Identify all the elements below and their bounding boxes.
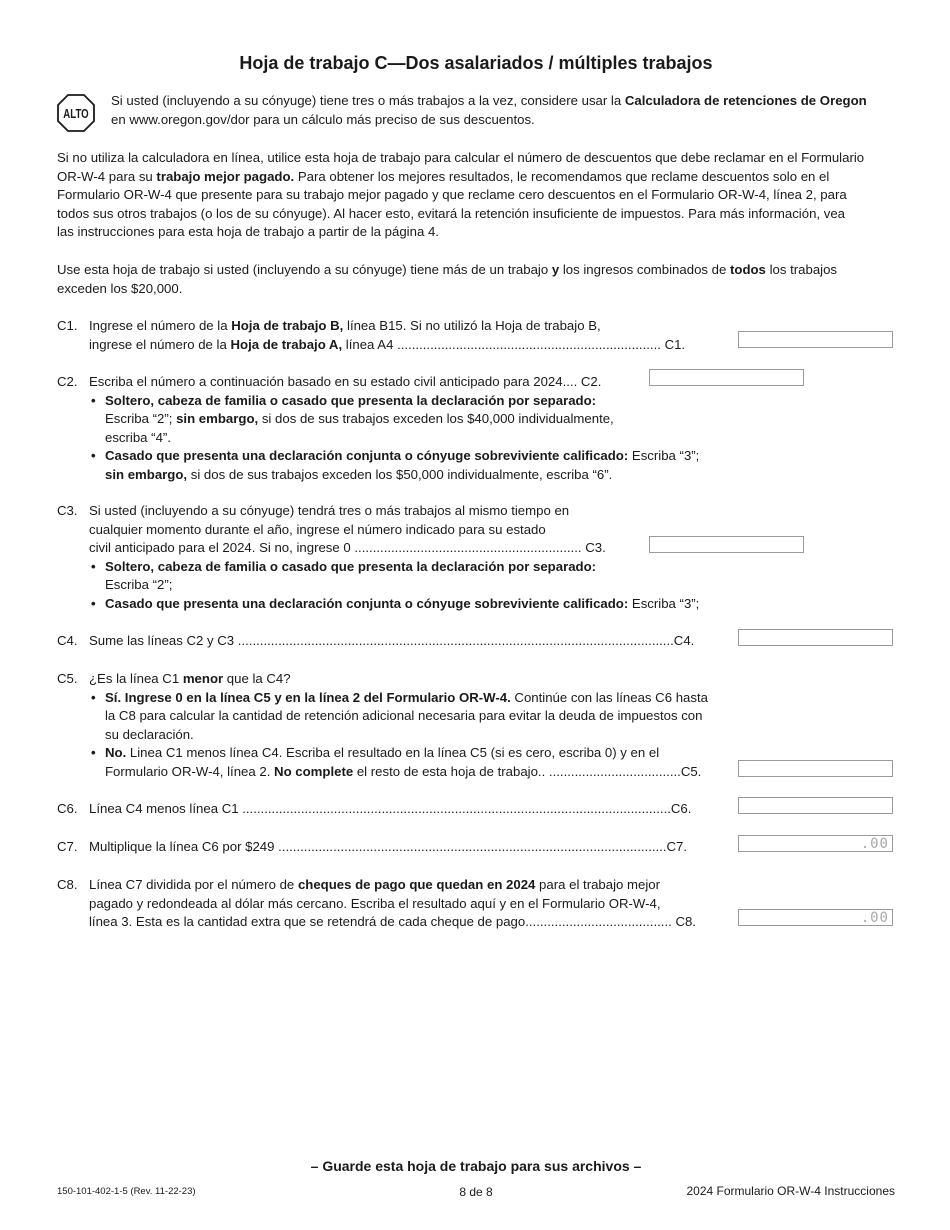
line-c5-option-no: • No. Linea C1 menos línea C4. Escriba el resultado en la línea C5 (si es cero, escriba 0) y en el Formulario OR-W-4, línea 2. No complete el resto de esta hoja de trabajo.. ....................................C5.: [89, 744, 708, 781]
stop-sign-icon: [57, 94, 95, 132]
stop-sign-label: ALTO: [63, 107, 89, 122]
line-c8-input[interactable]: [738, 909, 893, 926]
line-c5: [57, 670, 895, 782]
line-number: C1.: [57, 318, 78, 333]
line-c2-input[interactable]: [649, 369, 804, 386]
line-c3-text: Si usted (incluyendo a su cónyuge) tendrá tres o más trabajos al mismo tiempo en cualquier momento durante el año, ingrese el número indicado para su estado civil anticipado para el 2024. Si no, ingrese 0 .............................................................. C3. • Soltero, cabeza de familia o casado que presenta la declaración por separado: Escriba “2”; • Casado que presenta una declaración conjunta o cónyuge sobreviviente calificado: Escriba “3”;: [89, 502, 699, 614]
line-c7-text: Multiplique la línea C6 por $249 ..........................................................................................................C7.: [89, 839, 688, 854]
line-c4: [57, 632, 895, 652]
line-c1-text: Ingrese el número de la Hoja de trabajo B, línea B15. Si no utilizó la Hoja de trabajo B, ingrese el número de la Hoja de trabajo A, línea A4 ........................................................................ C1.: [89, 318, 686, 352]
page-title: Hoja de trabajo C—Dos asalariados / múltiples trabajos: [239, 53, 713, 73]
line-c3-option-single: • Soltero, cabeza de familia o casado que presenta la declaración por separado: Escriba “2”;: [89, 558, 699, 595]
line-c4-text: Sume las líneas C2 y C3 .......................................................................................................................C4.: [89, 633, 695, 648]
line-c8-text: Línea C7 dividida por el número de cheques de pago que quedan en 2024 para el trabajo mejor pagado y redondeada al dólar más cercano. Escriba el resultado aquí y en el Formulario OR-W-4, línea 3. Esta es la cantidad extra que se retendrá de cada cheque de pago........................................ C8.: [89, 877, 696, 930]
line-c5-input[interactable]: [738, 760, 893, 777]
line-number: C7.: [57, 839, 78, 854]
line-number: C6.: [57, 801, 78, 816]
line-number: C2.: [57, 374, 78, 389]
line-c6: [57, 800, 895, 820]
intro-paragraph: Si no utiliza la calculadora en línea, utilice esta hoja de trabajo para calcular el número de descuentos que debe reclamar en el Formulario OR-W-4 para su trabajo mejor pagado. Para obtener los mejores resultados, le recomendamos que reclame descuentos solo en el Formulario OR-W-4 que presente para su trabajo mejor pagado y que reclame cero descuentos en el Formulario OR-W-4, línea 2, para todos sus otros trabajos (o los de su cónyuge). Al hacer esto, evitará la retención insuficiente de impuestos. Para más información, vea las instrucciones para esta hoja de trabajo a partir de la página 4.: [57, 150, 865, 240]
stop-notice: [57, 92, 895, 134]
line-number: C4.: [57, 633, 78, 648]
line-c3-option-joint: • Casado que presenta una declaración conjunta o cónyuge sobreviviente calificado: Escriba “3”;: [89, 595, 699, 614]
line-c1-input[interactable]: [738, 331, 893, 348]
stop-notice-text: Si usted (incluyendo a su cónyuge) tiene tres o más trabajos a la vez, considere usar la Calculadora de retenciones de Oregon en www.oregon.gov/dor para un cálculo más preciso de sus descuentos.: [111, 93, 867, 127]
form-revision: 150-101-402-1-5 (Rev. 11-22-23): [57, 1186, 196, 1197]
line-number: C3.: [57, 503, 78, 518]
line-c7-input[interactable]: [738, 835, 893, 852]
line-c2-text: Escriba el número a continuación basado en su estado civil anticipado para 2024.... C2. • Soltero, cabeza de familia o casado que presenta la declaración por separado: Escriba “2”; sin embargo, si dos de sus trabajos exceden los $40,000 individualmente, escriba “4”. • Casado que presenta una declaración conjunta o cónyuge sobreviviente calificado: Escriba “3”; sin embargo, si dos de sus trabajos exceden los $50,000 individualmente, escriba “6”.: [89, 373, 699, 485]
line-c2-option-joint: • Casado que presenta una declaración conjunta o cónyuge sobreviviente calificado: Escriba “3”; sin embargo, si dos de sus trabajos exceden los $50,000 individualmente, escriba “6”.: [89, 447, 699, 484]
line-c6-input[interactable]: [738, 797, 893, 814]
line-c8: [57, 876, 895, 934]
line-c5-text: ¿Es la línea C1 menor que la C4? • Sí. Ingrese 0 en la línea C5 y en la línea 2 del Formulario OR-W-4. Continúe con las líneas C6 hasta la C8 para calcular la cantidad de retención adicional necesaria para evitar la deuda de impuestos con su declaración. • No. Linea C1 menos línea C4. Escriba el resultado en la línea C5 (si es cero, escriba 0) y en el Formulario OR-W-4, línea 2. No complete el resto de esta hoja de trabajo.. ....................................C5.: [89, 670, 708, 782]
line-c3: [57, 502, 895, 614]
line-c3-input[interactable]: [649, 536, 804, 553]
line-c1: [57, 317, 895, 355]
line-c7: [57, 838, 895, 858]
line-c4-input[interactable]: [738, 629, 893, 646]
page-number: 8 de 8: [459, 1185, 493, 1199]
line-c2: [57, 373, 895, 485]
form-name: 2024 Formulario OR-W-4 Instrucciones: [686, 1184, 895, 1198]
line-c6-text: Línea C4 menos línea C1 .....................................................................................................................C6.: [89, 801, 692, 816]
worksheet-page: [57, 0, 895, 1230]
usage-paragraph: Use esta hoja de trabajo si usted (incluyendo a su cónyuge) tiene más de un trabajo y los ingresos combinados de todos los trabajos exceden los $20,000.: [57, 262, 838, 296]
line-c5-option-yes: • Sí. Ingrese 0 en la línea C5 y en la línea 2 del Formulario OR-W-4. Continúe con las líneas C6 hasta la C8 para calcular la cantidad de retención adicional necesaria para evitar la deuda de impuestos con su declaración.: [89, 689, 708, 745]
save-notice: – Guarde esta hoja de trabajo para sus archivos –: [310, 1158, 642, 1174]
line-c2-option-single: • Soltero, cabeza de familia o casado que presenta la declaración por separado: Escriba “2”; sin embargo, si dos de sus trabajos exceden los $40,000 individualmente, escriba “4”.: [89, 392, 699, 448]
line-number: C5.: [57, 671, 78, 686]
line-number: C8.: [57, 877, 78, 892]
